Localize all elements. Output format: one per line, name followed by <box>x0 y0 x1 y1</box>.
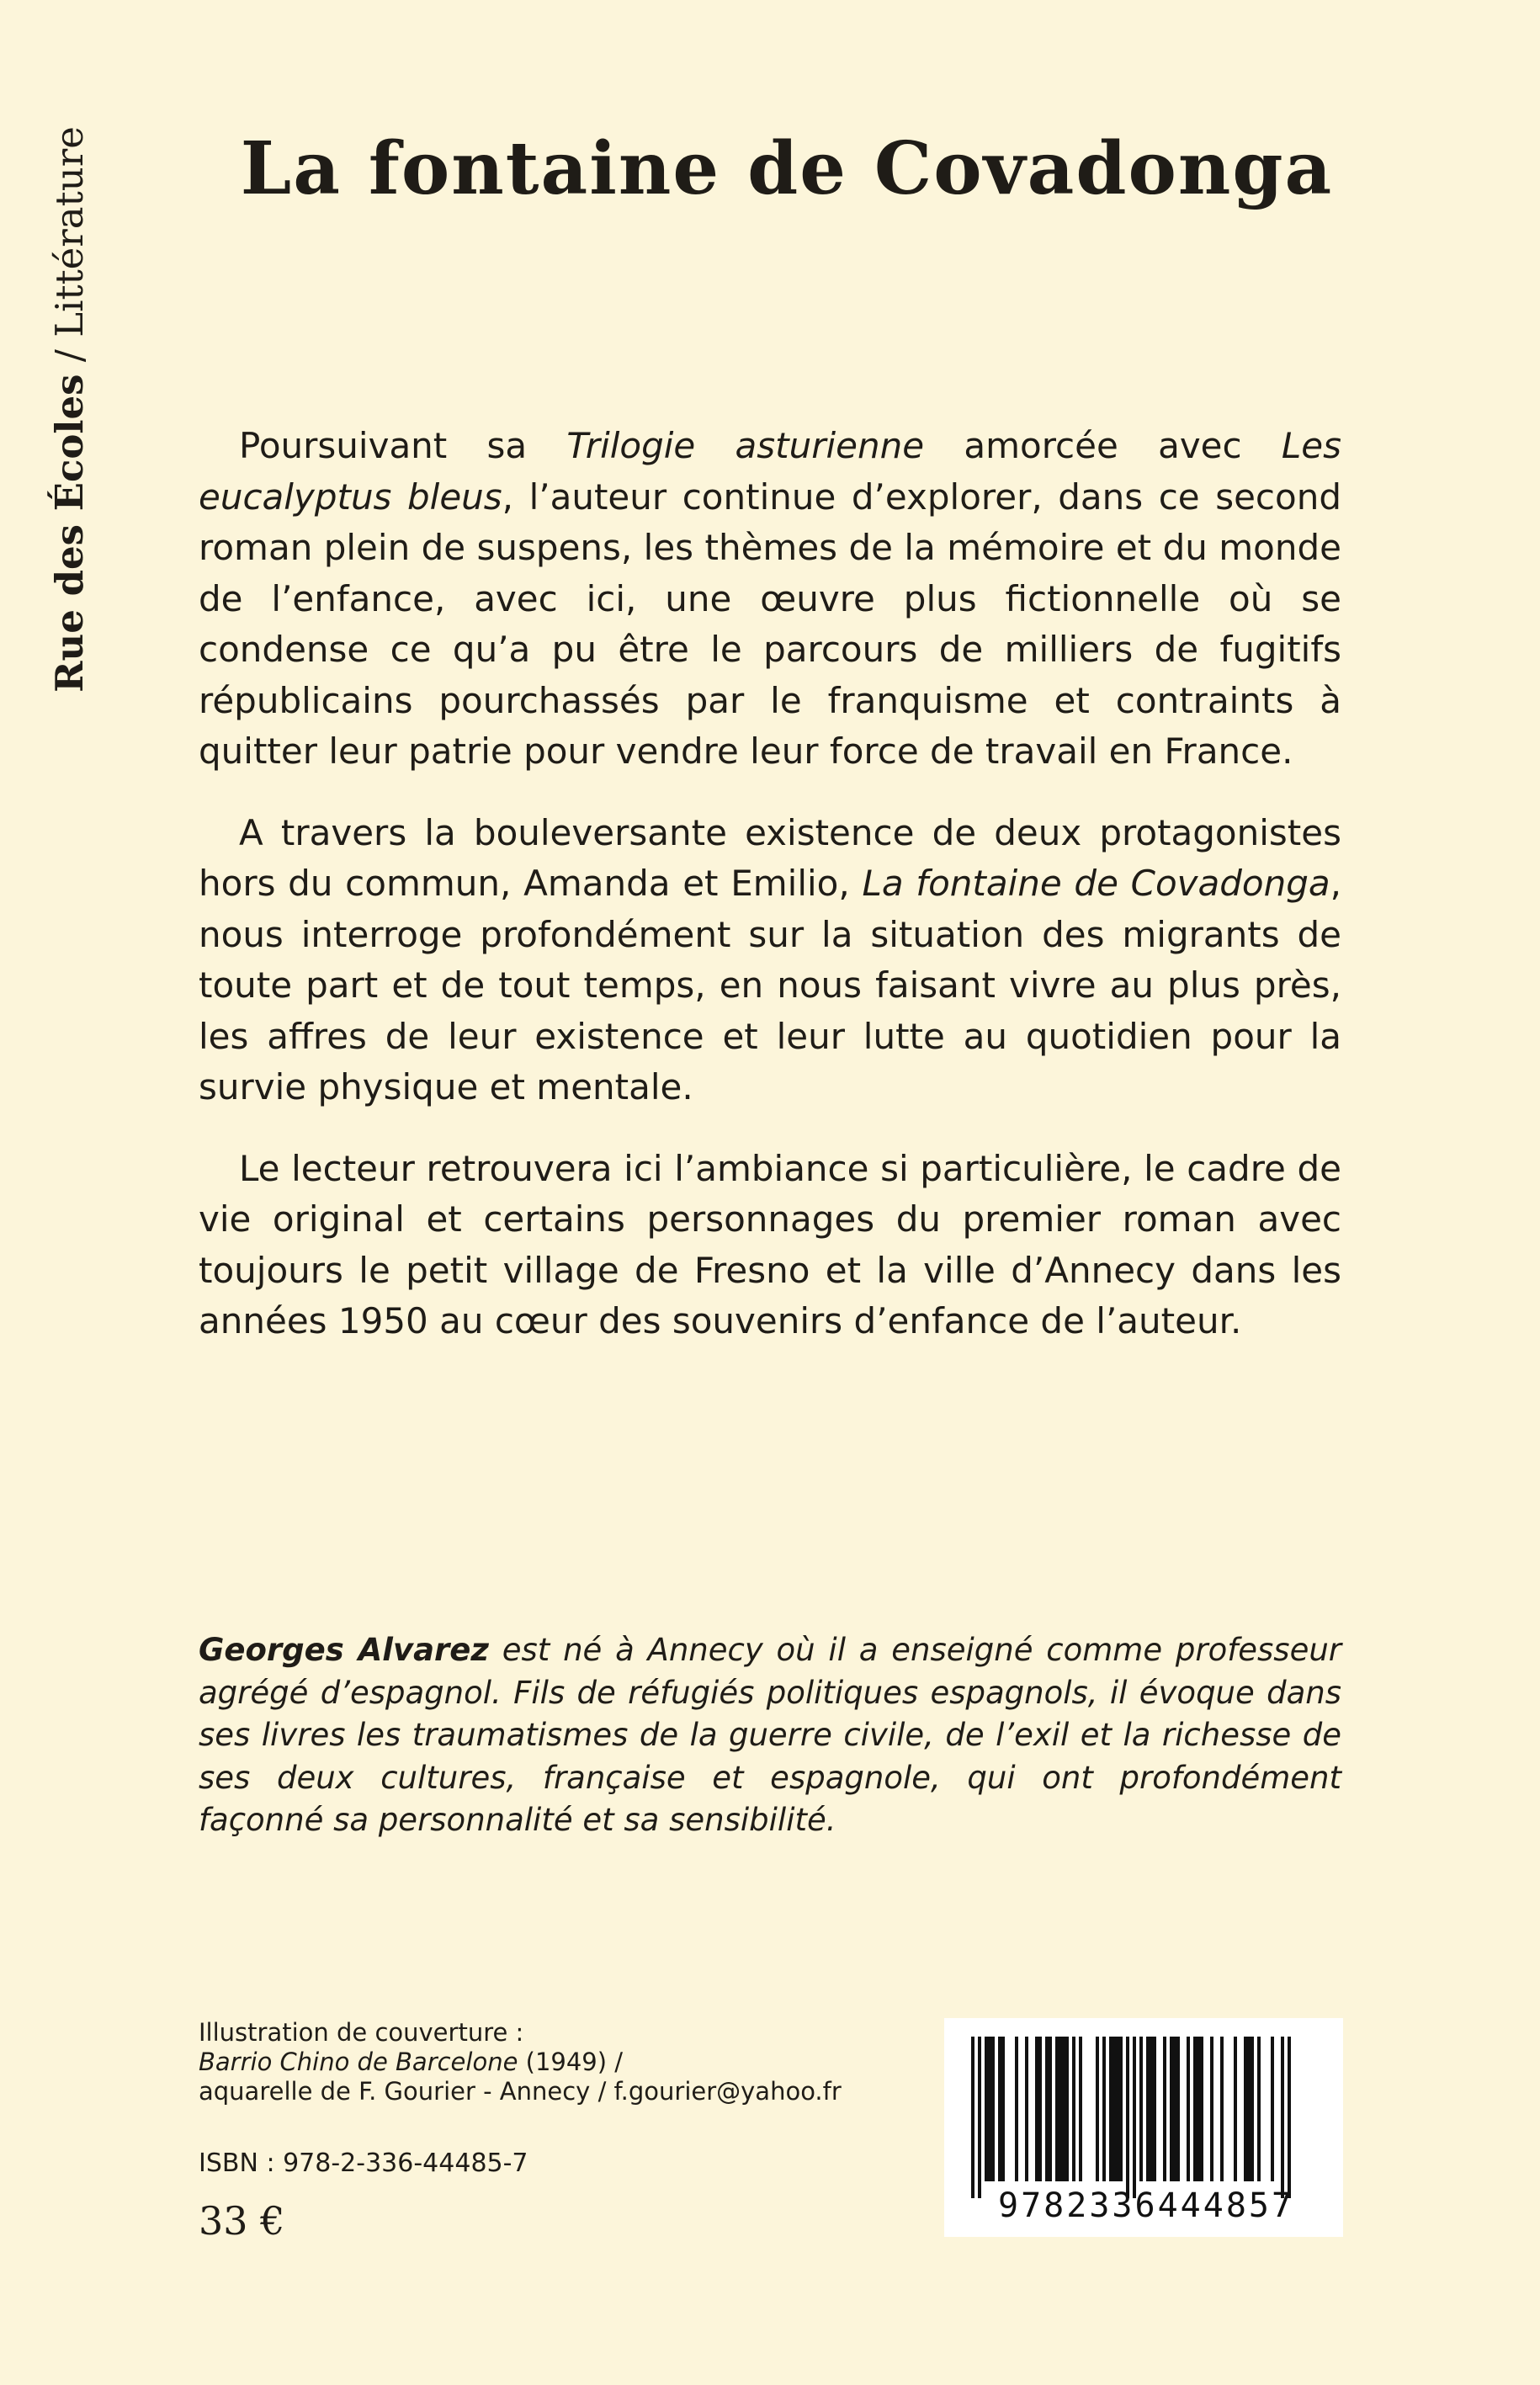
blurb-paragraph-3: Le lecteur retrouvera ici l’ambiance si particulière, le cadre de vie original et certains personnages du premier roman avec toujours le petit village de Fresno et la ville d’Annecy dans les années 1950 au cœur des souvenirs d’enfance de l’auteur. <box>199 1147 1341 1341</box>
barcode-bar <box>1055 2037 1059 2181</box>
artwork-year: (1949) / <box>518 2048 624 2076</box>
barcode-digits: 9782336444857 <box>998 2186 1295 2225</box>
barcode-bar <box>1102 2037 1106 2181</box>
price: 33 € <box>199 2198 285 2244</box>
first-novel-title: Les eucalyptus bleus <box>199 425 1341 518</box>
spine-separator: / <box>46 337 92 374</box>
barcode-bar <box>1109 2037 1113 2181</box>
barcode-bar <box>1187 2037 1190 2181</box>
barcode <box>944 2018 1343 2237</box>
blurb-paragraph-1: Poursuivant sa Trilogie asturienne amorcée avec Les eucalyptus bleus, l’auteur continue d’explorer, dans ce second roman plein de suspens, les thèmes de la mémoire et du monde de l’enfance, avec ici, une œuvre plus fictionnelle où se condense ce qu’a pu être le parcours de milliers de fugitifs républicains pourchassés par le franquisme et contraints à quitter leur patrie pour vendre leur force de travail en France. <box>199 425 1341 772</box>
barcode-bar <box>1257 2037 1261 2181</box>
barcode-bar <box>1173 2037 1176 2181</box>
barcode-bar <box>1163 2037 1166 2181</box>
barcode-bar <box>1251 2037 1254 2181</box>
barcode-bar <box>1150 2037 1153 2181</box>
barcode-bar <box>1139 2037 1143 2181</box>
barcode-bar <box>1281 2037 1284 2198</box>
spine-label <box>44 98 94 720</box>
barcode-bar <box>1288 2037 1291 2198</box>
barcode-bar <box>1247 2037 1251 2181</box>
barcode-bar <box>985 2037 988 2181</box>
barcode-bar <box>1035 2037 1038 2181</box>
credits-artist: aquarelle de F. Gourier - Annecy / f.gourier@yahoo.fr <box>199 2077 842 2106</box>
back-cover-blurb <box>199 421 1341 1378</box>
barcode-bar <box>1197 2037 1200 2181</box>
series-category: Littérature <box>46 125 92 337</box>
barcode-bar <box>1038 2037 1042 2181</box>
credits-label: Illustration de couverture : <box>199 2018 524 2047</box>
barcode-bar <box>1113 2037 1116 2181</box>
barcode-bar <box>1015 2037 1018 2181</box>
blurb-paragraph-2: A travers la bouleversante existence de deux protagonistes hors du commun, Amanda et Emilio, La fontaine de Covadonga, nous interroge profondément sur la situation des migrants de toute part et de tout temps, en nous faisant vivre au plus près, les affres de leur existence et leur lutte au quotidien pour la survie physique et mentale. <box>199 811 1341 1108</box>
barcode-bar <box>1119 2037 1123 2181</box>
barcode-bar <box>1244 2037 1247 2181</box>
barcode-bar <box>1116 2037 1119 2181</box>
barcode-bar <box>1220 2037 1224 2181</box>
book-title: La fontaine de Covadonga <box>240 126 1334 211</box>
barcode-bar <box>978 2037 981 2198</box>
barcode-bar <box>1170 2037 1173 2181</box>
author-name: Georges Alvarez <box>199 1632 489 1668</box>
barcode-bar <box>1271 2037 1274 2181</box>
barcode-bar <box>1045 2037 1049 2181</box>
barcode-bar <box>971 2037 974 2198</box>
author-bio-text: est né à Annecy où il a enseigné comme professeur agrégé d’espagnol. Fils de réfugiés politiques espagnols, il évoque dans ses livres les traumatismes de la guerre civile, de l’exil et la richesse de ses deux cultures, française et espagnole, qui ont profondément façonné sa personnalité et sa sensibilité. <box>199 1632 1341 1838</box>
barcode-bar <box>1059 2037 1062 2181</box>
barcode-bar <box>1025 2037 1028 2181</box>
barcode-bar <box>1096 2037 1099 2181</box>
trilogy-title: Trilogie asturienne <box>566 425 925 466</box>
barcode-bar <box>1234 2037 1237 2181</box>
barcode-bar <box>998 2037 1001 2181</box>
barcode-bar <box>1065 2037 1069 2181</box>
barcode-bar <box>1153 2037 1156 2181</box>
barcode-bar <box>1200 2037 1203 2181</box>
barcode-bar <box>1049 2037 1052 2181</box>
barcode-bar <box>991 2037 995 2181</box>
barcode-bar <box>1126 2037 1129 2198</box>
barcode-bar <box>1072 2037 1075 2181</box>
barcode-bar <box>1062 2037 1065 2181</box>
author-bio <box>199 1629 1341 1842</box>
barcode-bar <box>1193 2037 1197 2181</box>
barcode-bar <box>1210 2037 1213 2181</box>
barcode-bar <box>988 2037 991 2181</box>
spine-text <box>47 126 92 693</box>
series-name: Rue des Écoles <box>46 374 92 693</box>
barcode-bar <box>1133 2037 1136 2198</box>
credits-artwork-line <box>199 2048 956 2077</box>
artwork-title: Barrio Chino de Barcelone <box>199 2048 518 2076</box>
barcode-bar <box>1146 2037 1150 2181</box>
barcode-bar <box>1176 2037 1180 2181</box>
cover-illustration-credits <box>199 2018 956 2106</box>
barcode-bar <box>1001 2037 1005 2181</box>
barcode-bar <box>1079 2037 1082 2181</box>
novel-title-inline: La fontaine de Covadonga <box>862 863 1330 904</box>
isbn: ISBN : 978-2-336-44485-7 <box>199 2149 528 2178</box>
